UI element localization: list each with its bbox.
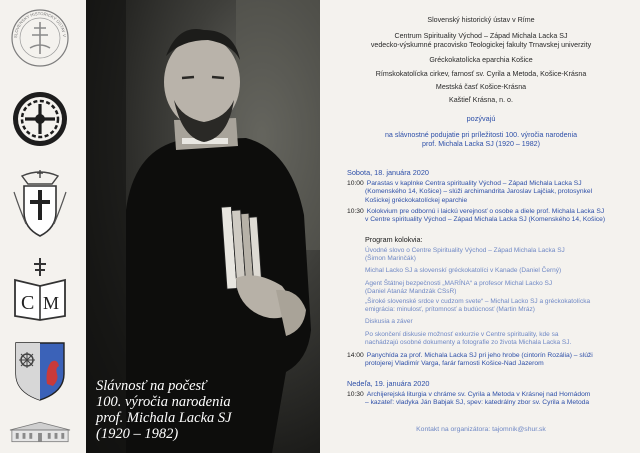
- program-item: [365, 298, 627, 314]
- program-item: [365, 331, 627, 347]
- event-liturgia: [347, 391, 629, 408]
- photo-title-line: prof. Michala Lacka SJ: [96, 410, 232, 426]
- event-text: Archijerejská liturgia v chráme sv. Cyrila a Metoda v Krásnej nad Hornádom: [366, 391, 591, 398]
- event-text: – kazateľ: vladyka Ján Babjak SJ, spev: katedrálny zbor sv. Cyrila a Metoda: [365, 399, 590, 407]
- eparchy-coat-of-arms-icon: [8, 170, 72, 242]
- program-item: [365, 318, 627, 326]
- event-text: Košickej gréckokatolíckej eparchie: [365, 196, 468, 204]
- organizer-line: vedecko-výskumné pracovisko Teologickej fakulty Trnavskej univerzity: [370, 41, 592, 49]
- program-item: [365, 267, 627, 275]
- event-text: Kolokvium pre odbornú i laickú verejnosť o osobe a diele prof. Michala Lacka SJ: [366, 208, 605, 215]
- event-time: 10:30: [347, 208, 364, 215]
- occasion-line: prof. Michala Lacka SJ (1920 – 1982): [422, 140, 540, 148]
- portrait-photo: [86, 0, 320, 453]
- program-text: Agent Štátnej bezpečnosti „MARÍNA“ a profesor Michal Lacko SJ: [365, 280, 553, 287]
- event-text: (Komenského 14, Košice) – slúži archimandrita Jaroslav Lajčiak, protosynkel: [365, 188, 593, 196]
- day-heading-sunday: Nedeľa, 19. januára 2020: [347, 379, 430, 388]
- parish-initial-c: C: [21, 292, 35, 314]
- photo-title-line: 100. výročia narodenia: [96, 394, 231, 410]
- program-text: emigrácia: minulosť, prítomnosť a budúcnosť (Martin Mráz): [365, 306, 535, 314]
- occasion-line: na slávnostné podujatie pri príležitosti 100. výročia narodenia: [384, 131, 578, 139]
- event-text: protojerej Vladimír Varga, farár farnosti Košice-Nad Jazerom: [365, 360, 544, 368]
- program-text: Diskusia a záver: [365, 318, 413, 325]
- organizer-line: Kaštieľ Krásna, n. o.: [449, 96, 513, 104]
- cyril-methodius-parish-icon: [8, 258, 72, 322]
- program-text: nachádzajú osobné dokumenty a fotografie zo života Michala Lacka SJ.: [365, 339, 572, 347]
- logo-column: [0, 0, 80, 453]
- kosice-krasna-coat-of-arms-icon: [8, 340, 72, 402]
- organizer-line: Rímskokatolícka cirkev, farnosť sv. Cyrila a Metoda, Košice-Krásna: [375, 70, 587, 78]
- photo-title-line: (1920 – 1982): [96, 426, 179, 442]
- photo-title: [96, 378, 316, 442]
- invitation-text: [325, 0, 637, 453]
- program-text: Úvodné slovo o Centre Spirituality Východ – Západ Michala Lacka SJ: [365, 247, 565, 254]
- organizer-line: Slovenský historický ústav v Ríme: [427, 16, 535, 24]
- event-text: Panychída za prof. Michala Lacka SJ pri jeho hrobe (cintorín Rozália) – slúži: [366, 352, 593, 359]
- institute-seal-icon: [8, 8, 72, 68]
- event-text: v Centre spirituality Východ – Západ Michala Lacka SJ (Komenského 14, Košice): [365, 216, 606, 224]
- event-panychida: [347, 352, 629, 369]
- organizer-line: Gréckokatolícka eparchia Košice: [429, 56, 533, 64]
- event-parastas: [347, 180, 629, 205]
- contact-line[interactable]: Kontakt na organizátora: tajomnik@shur.sk: [416, 426, 546, 433]
- kastiel-krasna-building-icon: [8, 420, 72, 444]
- program-text: (Šimon Marinčák): [365, 255, 416, 263]
- event-time: 10:30: [347, 391, 364, 398]
- program-text: (Daniel Atanáz Mandzák CSsR): [365, 288, 457, 296]
- event-time: 14:00: [347, 352, 364, 359]
- event-text: Parastas v kaplnke Centra spirituality Východ – Západ Michala Lacka SJ: [366, 180, 582, 187]
- centrum-spirituality-icon: [8, 90, 72, 148]
- program-item: [365, 247, 627, 263]
- invite-verb: pozývajú: [466, 114, 496, 123]
- occasion-text: [325, 131, 637, 149]
- program-text: Michal Lacko SJ a slovenskí gréckokatolíci v Kanade (Daniel Černý): [365, 267, 562, 274]
- photo-title-line: Slávnosť na počesť: [96, 378, 207, 394]
- organizer-line: Mestská časť Košice-Krásna: [435, 83, 527, 91]
- parish-initial-m: M: [43, 293, 60, 313]
- svg-text:SLOVENSKÝ HISTORICKÝ ÚSTAV V R: [10, 8, 67, 38]
- event-time: 10:00: [347, 180, 364, 187]
- program-item: [365, 280, 627, 296]
- event-kolokvium: [347, 208, 629, 225]
- program-heading: Program kolokvia:: [365, 235, 423, 244]
- organizer-line: Centrum Spirituality Východ – Západ Michala Lacka SJ: [394, 32, 568, 40]
- day-heading-saturday: Sobota, 18. januára 2020: [347, 168, 429, 177]
- seal-text: SLOVENSKÝ HISTORICKÝ ÚSTAV V: [12, 10, 67, 39]
- program-text: Po skončení diskusie možnosť exkurzie v Centre spirituality, kde sa: [365, 331, 559, 338]
- program-text: „Široké slovenské srdce v cudzom svete“ – Michal Lacko SJ a gréckokatolícka: [365, 298, 591, 305]
